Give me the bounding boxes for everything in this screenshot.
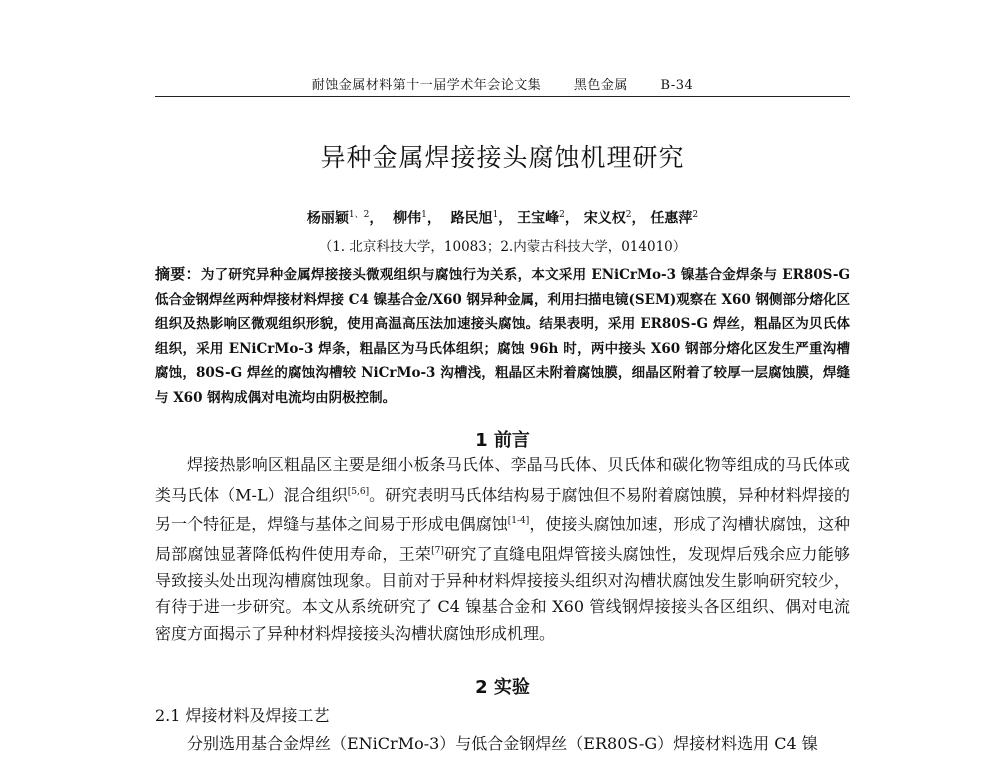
section-heading-experiment: 2 实验 bbox=[475, 677, 530, 698]
running-head bbox=[155, 74, 850, 93]
author-list: 杨丽颖$^{1、2}$， 柳伟$^1$， 路民旭$^1$， 王宝峰$^2$， 宋义权$^2$， 任惠萍$^2$ bbox=[306, 210, 699, 227]
author-affiliation-mark: 1 bbox=[492, 210, 499, 220]
author-name: 柳伟 bbox=[393, 210, 422, 227]
author-name: 杨丽颖 bbox=[306, 210, 349, 227]
section-heading-introduction: 1 前言 bbox=[475, 430, 530, 451]
author-name: 路民旭 bbox=[450, 210, 493, 227]
author-name: 宋义权 bbox=[583, 210, 626, 227]
introduction-paragraph bbox=[155, 452, 850, 647]
citation: [1-4] bbox=[507, 516, 530, 527]
page-code: B-34 bbox=[660, 78, 694, 93]
citation: [7] bbox=[431, 546, 444, 557]
author-affiliation-mark: 1 bbox=[421, 210, 427, 220]
subsection-heading: 2.1 焊接材料及焊接工艺 bbox=[155, 706, 330, 725]
abstract bbox=[155, 262, 850, 410]
author-affiliation-mark: 1、2 bbox=[348, 210, 370, 220]
citation: [5,6] bbox=[347, 486, 370, 497]
paper-title: 异种金属焊接接头腐蚀机理研究 bbox=[320, 143, 685, 172]
header-rule bbox=[155, 96, 850, 97]
author-affiliation-mark: 2 bbox=[625, 210, 632, 220]
abstract-label: 摘要： bbox=[155, 265, 201, 283]
experiment-paragraph: 分别选用基合金焊丝（ENiCrMo-3）与低合金钢焊丝（ER80S-G）焊接材料选用 C4 镍 bbox=[187, 734, 818, 753]
paragraph-text: 焊接热影响区粗晶区主要是细小板条马氏体、孪晶马氏体、贝氏体和碳化物等组成的马氏体或类马氏体（M-L）混合组织 bbox=[155, 455, 850, 504]
author-affiliation-mark: 2 bbox=[692, 210, 699, 220]
paragraph-text: 研究了直缝电阻焊管接头腐蚀性，发现焊后残余应力能够导致接头处出现沟槽腐蚀现象。目前对于异种材料焊接接头组织对沟槽状腐蚀发生影响研究较少，有待于进一步研究。本文从系统研究了 C4 镍基合金和 X60 管线钢焊接接头各区组织、偶对电流密度方面揭示了异种材料焊接接头沟槽状腐蚀形成机理。 bbox=[155, 544, 850, 643]
affiliations: （1. 北京科技大学，10083；2.内蒙古科技大学，014010） bbox=[318, 239, 687, 255]
author-name: 任惠萍 bbox=[650, 210, 693, 227]
section-label: 黑色金属 bbox=[573, 78, 628, 93]
abstract-text: 为了研究异种金属焊接接头微观组织与腐蚀行为关系，本文采用 ENiCrMo-3 镍基合金焊条与 ER80S-G 低合金钢焊丝两种焊接材料焊接 C4 镍基合金/X60 钢异种金属，利用扫描电镜(SEM)观察在 X60 钢侧部分熔化区组织及热影响区微观组织形貌，使用高温高压法加速接头腐蚀。结果表明，采用 ER80S-G 焊丝，粗晶区为贝氏体组织，采用 ENiCrMo-3 焊条，粗晶区为马氏体组织；腐蚀 96h 时，两中接头 X60 钢部分熔化区发生严重沟槽腐蚀，80S-G 焊丝的腐蚀沟槽较 NiCrMo-3 沟槽浅，粗晶区未附着腐蚀膜，细晶区附着了较厚一层腐蚀膜，焊缝与 X60 钢构成偶对电流均由阴极控制。 bbox=[155, 267, 850, 406]
author-affiliation-mark: 2 bbox=[559, 210, 565, 220]
paragraph-text: ，使接头腐蚀加速，形成了沟槽状腐蚀，这种局部腐蚀显著降低构件使用寿命，王荣 bbox=[155, 514, 850, 564]
paragraph-text: 。研究表明马氏体结构易于腐蚀但不易附着腐蚀膜，异种材料焊接的另一个特征是，焊缝与基体之间易于形成电偶腐蚀 bbox=[155, 484, 850, 534]
author-name: 王宝峰 bbox=[517, 210, 560, 227]
proceedings-title: 耐蚀金属材料第十一届学术年会论文集 bbox=[311, 78, 542, 93]
